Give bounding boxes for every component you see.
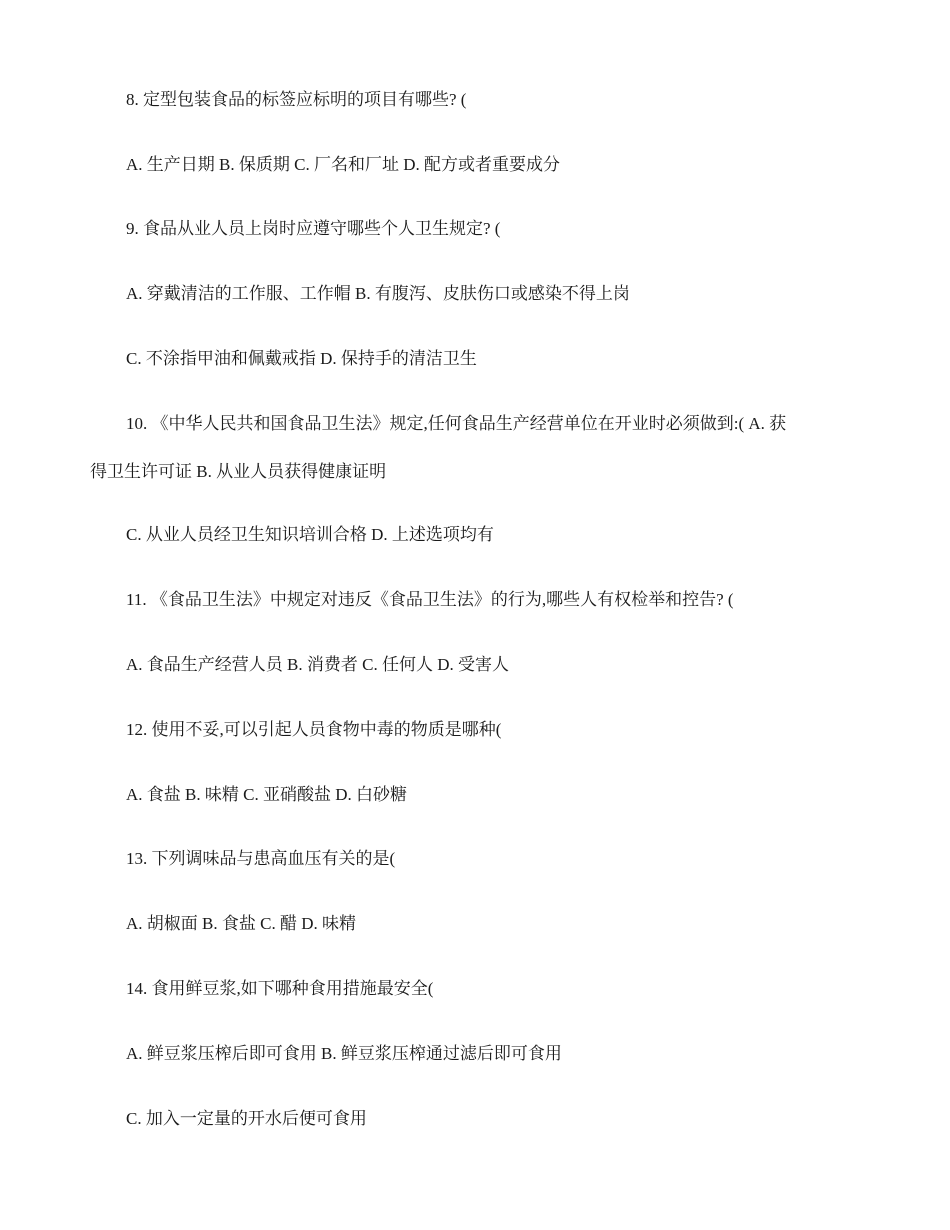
question-10-options-cd: C. 从业人员经卫生知识培训合格 D. 上述选项均有 [126,525,494,544]
question-10-line-2: 得卫生许可证 B. 从业人员获得健康证明 [90,462,387,481]
question-10-line-1: 10. 《中华人民共和国食品卫生法》规定,任何食品生产经营单位在开业时必须做到:( A. 获 [126,414,787,433]
question-14-option-c: C. 加入一定量的开水后便可食用 [126,1109,367,1128]
question-14: 14. 食用鲜豆浆,如下哪种食用措施最安全( [126,979,434,998]
question-9-options-cd: C. 不涂指甲油和佩戴戒指 D. 保持手的清洁卫生 [126,349,477,368]
question-8: 8. 定型包装食品的标签应标明的项目有哪些? ( [126,90,467,109]
question-8-options: A. 生产日期 B. 保质期 C. 厂名和厂址 D. 配方或者重要成分 [126,155,560,174]
question-9-options-ab: A. 穿戴清洁的工作服、工作帽 B. 有腹泻、皮肤伤口或感染不得上岗 [126,284,630,303]
question-9: 9. 食品从业人员上岗时应遵守哪些个人卫生规定? ( [126,219,501,238]
question-11: 11. 《食品卫生法》中规定对违反《食品卫生法》的行为,哪些人有权检举和控告? ( [126,590,734,609]
question-13: 13. 下列调味品与患高血压有关的是( [126,849,396,868]
question-12: 12. 使用不妥,可以引起人员食物中毒的物质是哪种( [126,720,502,739]
question-11-options: A. 食品生产经营人员 B. 消费者 C. 任何人 D. 受害人 [126,655,509,674]
question-13-options: A. 胡椒面 B. 食盐 C. 醋 D. 味精 [126,914,356,933]
question-14-options-ab: A. 鲜豆浆压榨后即可食用 B. 鲜豆浆压榨通过滤后即可食用 [126,1044,562,1063]
question-12-options: A. 食盐 B. 味精 C. 亚硝酸盐 D. 白砂糖 [126,785,407,804]
question-10 [90,413,860,483]
